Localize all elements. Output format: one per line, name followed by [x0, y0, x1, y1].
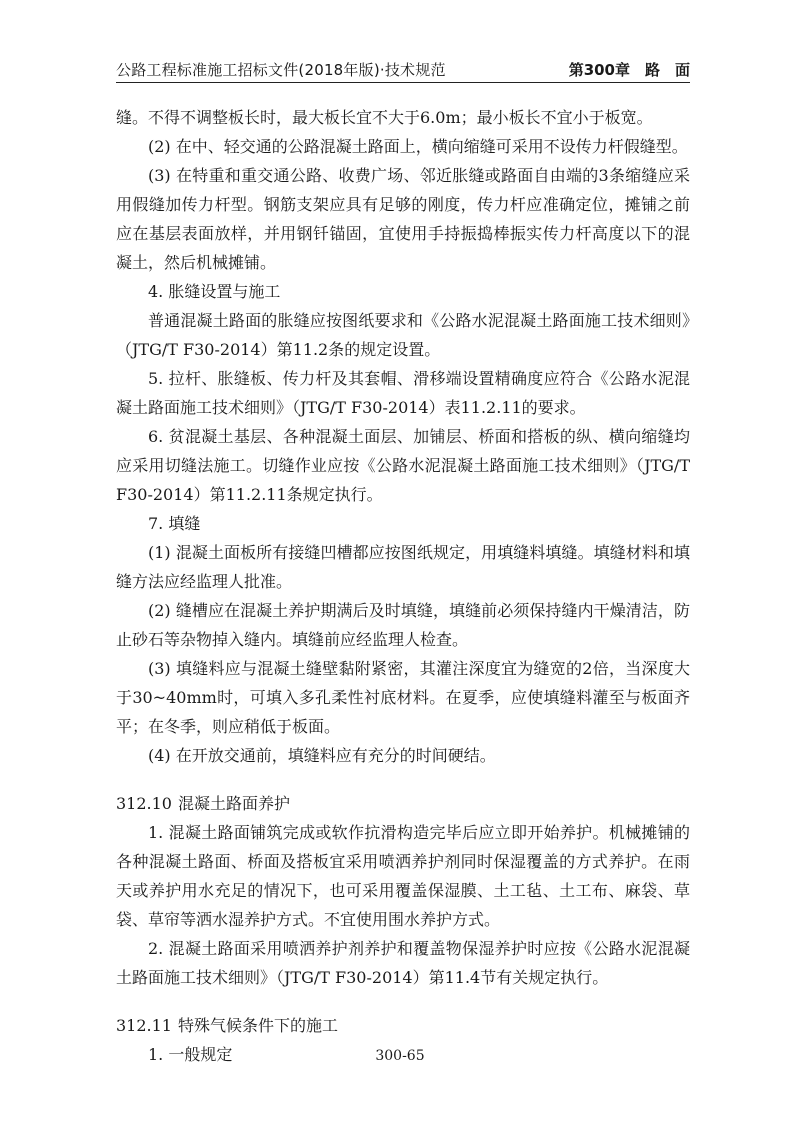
section-title: 特殊气候条件下的施工 — [177, 1016, 338, 1035]
header-chapter-title: 第300章 路 面 — [568, 61, 690, 79]
section-number: 312.11 — [116, 1016, 172, 1035]
paragraph: 2. 混凝土路面采用喷洒养护剂养护和覆盖物保湿养护时应按《公路水泥混凝土路面施工技术细则》（JTG/T F30-2014）第11.4节有关规定执行。 — [116, 939, 690, 987]
paragraph: (4) 在开放交通前，填缝料应有充分的时间硬结。 — [148, 746, 496, 765]
header-document-title: 公路工程标准施工招标文件(2018年版)·技术规范 — [116, 61, 446, 79]
paragraph: 缝。不得不调整板长时，最大板长宜不大于6.0m；最小板长不宜小于板宽。 — [116, 108, 653, 127]
paragraph: 5. 拉杆、胀缝板、传力杆及其套帽、滑移端设置精确度应符合《公路水泥混凝土路面施工技术细则》（JTG/T F30-2014）表11.2.11的要求。 — [116, 369, 690, 417]
subheading: 4. 胀缝设置与施工 — [148, 282, 281, 301]
subheading: 7. 填缝 — [148, 514, 201, 533]
section-number: 312.10 — [116, 794, 172, 813]
section-heading-special-weather — [116, 1011, 690, 1040]
paragraph: (3) 填缝料应与混凝土缝壁黏附紧密，其灌注深度宜为缝宽的2倍，当深度大于30~40mm时，可填入多孔柔性衬底材料。在夏季，应使填缝料灌至与板面齐平；在冬季，则应稍低于板面。 — [116, 659, 690, 736]
page-body — [116, 103, 690, 1069]
page-number: 300-65 — [375, 1048, 425, 1064]
paragraph: 普通混凝土路面的胀缝应按图纸要求和《公路水泥混凝土路面施工技术细则》（JTG/T F30-2014）第11.2条的规定设置。 — [116, 311, 690, 359]
paragraph: (3) 在特重和重交通公路、收费广场、邻近胀缝或路面自由端的3条缩缝应采用假缝加传力杆型。钢筋支架应具有足够的刚度，传力杆应准确定位，摊铺之前应在基层表面放样，并用钢钎锚固，宜使用手持振捣棒振实传力杆高度以下的混凝土，然后机械摊铺。 — [116, 166, 690, 272]
paragraph: (1) 混凝土面板所有接缝凹槽都应按图纸规定，用填缝料填缝。填缝材料和填缝方法应经监理人批准。 — [116, 543, 690, 591]
section-title: 混凝土路面养护 — [177, 794, 290, 813]
paragraph: 6. 贫混凝土基层、各种混凝土面层、加铺层、桥面和搭板的纵、横向缩缝均应采用切缝法施工。切缝作业应按《公路水泥混凝土路面施工技术细则》（JTG/T F30-2014）第11.2.11条规定执行。 — [116, 427, 690, 504]
subheading: 1. 一般规定 — [148, 1045, 233, 1064]
paragraph: (2) 在中、轻交通的公路混凝土路面上，横向缩缝可采用不设传力杆假缝型。 — [148, 137, 688, 156]
paragraph: 1. 混凝土路面铺筑完成或软作抗滑构造完毕后应立即开始养护。机械摊铺的各种混凝土路面、桥面及搭板宜采用喷洒养护剂同时保湿覆盖的方式养护。在雨天或养护用水充足的情况下，也可采用覆盖保湿膜、土工毡、土工布、麻袋、草袋、草帘等洒水湿养护方式。不宜使用围水养护方式。 — [116, 823, 690, 929]
page-header — [116, 46, 690, 80]
section-heading-curing — [116, 789, 690, 818]
header-divider — [116, 82, 690, 83]
paragraph: (2) 缝槽应在混凝土养护期满后及时填缝，填缝前必须保持缝内干燥清洁，防止砂石等杂物掉入缝内。填缝前应经监理人检查。 — [116, 601, 690, 649]
